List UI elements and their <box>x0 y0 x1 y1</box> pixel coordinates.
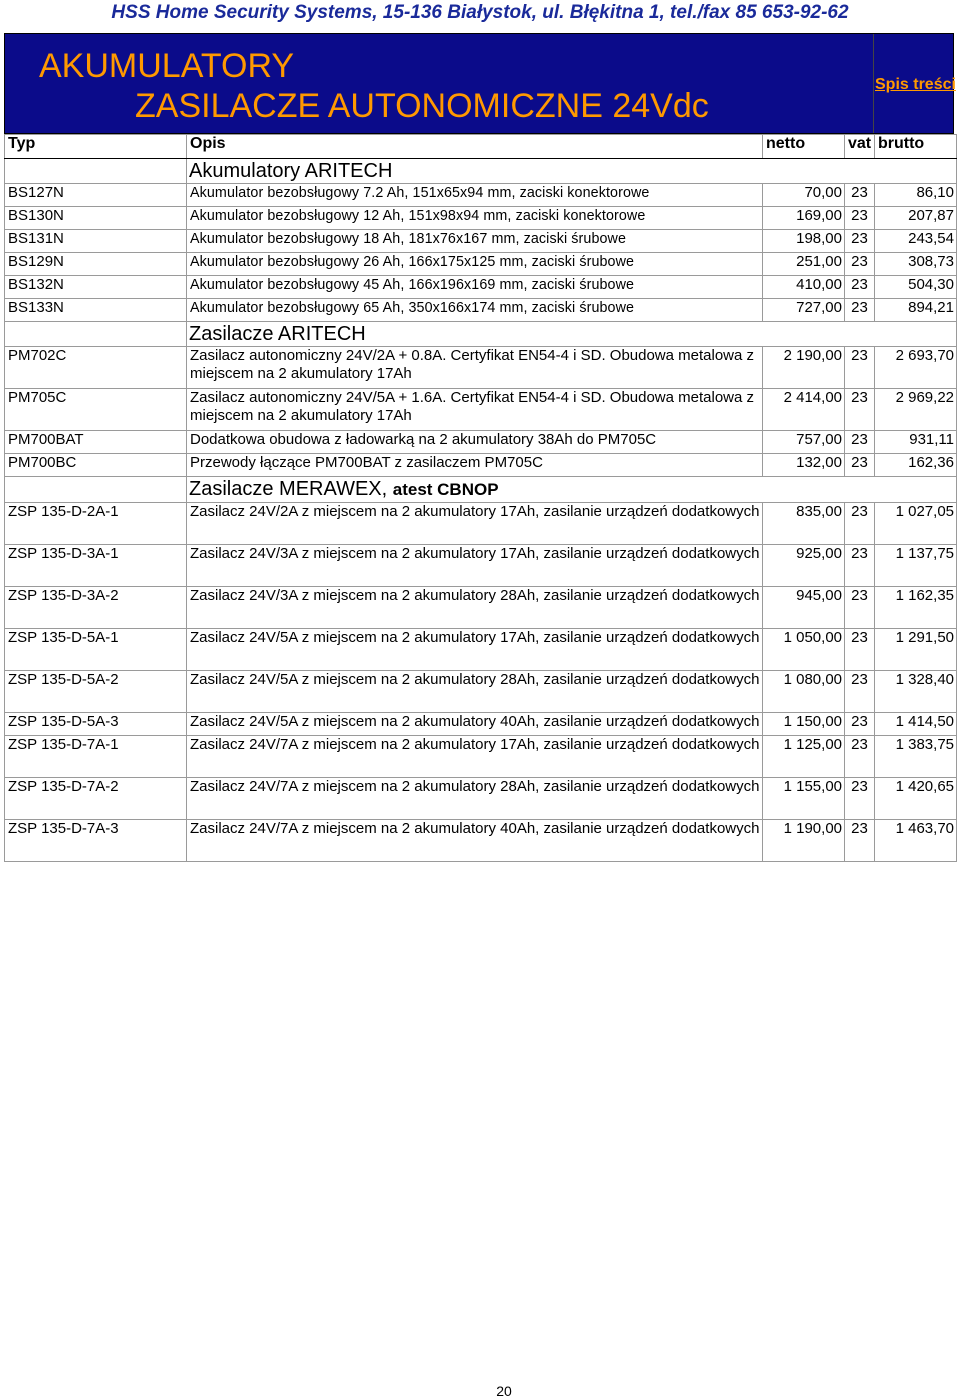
cell-brutto: 1 027,05 <box>875 503 957 545</box>
banner-title-line2: ZASILACZE AUTONOMICZNE 24Vdc <box>135 87 709 125</box>
cell-netto: 1 050,00 <box>763 629 845 671</box>
table-row <box>5 389 957 431</box>
banner-divider <box>873 34 874 133</box>
cell-vat: 23 <box>845 736 875 778</box>
cell-typ: BS132N <box>5 276 187 299</box>
cell-netto: 198,00 <box>763 230 845 253</box>
cell-vat: 23 <box>845 184 875 207</box>
cell-typ: ZSP 135-D-3A-1 <box>5 545 187 587</box>
cell-vat: 23 <box>845 207 875 230</box>
cell-vat: 23 <box>845 431 875 454</box>
cell-typ: PM702C <box>5 347 187 389</box>
cell-brutto: 894,21 <box>875 299 957 322</box>
table-row <box>5 253 957 276</box>
cell-netto: 1 150,00 <box>763 713 845 736</box>
cell-vat: 23 <box>845 230 875 253</box>
cell-typ: BS133N <box>5 299 187 322</box>
cell-opis: Zasilacz 24V/3A z miejscem na 2 akumulatory 28Ah, zasilanie urządzeń dodatkowych <box>187 587 763 629</box>
section-title <box>187 159 957 184</box>
col-header-opis: Opis <box>187 135 763 159</box>
table-row <box>5 230 957 253</box>
cell-typ: ZSP 135-D-7A-1 <box>5 736 187 778</box>
table-header-row <box>5 135 957 159</box>
cell-netto: 2 414,00 <box>763 389 845 431</box>
table-row <box>5 778 957 820</box>
cell-brutto: 308,73 <box>875 253 957 276</box>
cell-vat: 23 <box>845 778 875 820</box>
cell-brutto: 207,87 <box>875 207 957 230</box>
cell-brutto: 1 291,50 <box>875 629 957 671</box>
cell-vat: 23 <box>845 820 875 862</box>
cell-brutto: 1 137,75 <box>875 545 957 587</box>
col-header-vat: vat <box>845 135 875 159</box>
cell-brutto: 1 328,40 <box>875 671 957 713</box>
cell-typ: BS127N <box>5 184 187 207</box>
cell-opis: Akumulator bezobsługowy 7.2 Ah, 151x65x94 mm, zaciski konektorowe <box>187 184 763 207</box>
cell-opis: Akumulator bezobsługowy 26 Ah, 166x175x125 mm, zaciski śrubowe <box>187 253 763 276</box>
cell-opis: Zasilacz 24V/7A z miejscem na 2 akumulatory 28Ah, zasilanie urządzeń dodatkowych <box>187 778 763 820</box>
cell-brutto: 1 414,50 <box>875 713 957 736</box>
cell-netto: 1 080,00 <box>763 671 845 713</box>
cell-typ: PM700BAT <box>5 431 187 454</box>
cell-brutto: 1 463,70 <box>875 820 957 862</box>
table-row <box>5 207 957 230</box>
cell-opis: Zasilacz autonomiczny 24V/2A + 0.8A. Certyfikat EN54-4 i SD. Obudowa metalowa z miejscem na 2 akumulatory 17Ah <box>187 347 763 389</box>
cell-vat: 23 <box>845 347 875 389</box>
table-row <box>5 629 957 671</box>
cell-brutto: 1 383,75 <box>875 736 957 778</box>
cell-brutto: 243,54 <box>875 230 957 253</box>
cell-brutto: 1 162,35 <box>875 587 957 629</box>
cell-netto: 1 125,00 <box>763 736 845 778</box>
banner-title-line1: AKUMULATORY <box>39 47 295 85</box>
cell-netto: 70,00 <box>763 184 845 207</box>
cell-typ: ZSP 135-D-2A-1 <box>5 503 187 545</box>
cell-opis: Zasilacz 24V/7A z miejscem na 2 akumulatory 17Ah, zasilanie urządzeń dodatkowych <box>187 736 763 778</box>
cell-opis: Zasilacz autonomiczny 24V/5A + 1.6A. Certyfikat EN54-4 i SD. Obudowa metalowa z miejscem na 2 akumulatory 17Ah <box>187 389 763 431</box>
cell-netto: 835,00 <box>763 503 845 545</box>
section-title-text: Zasilacze ARITECH <box>189 323 366 345</box>
cell-vat: 23 <box>845 389 875 431</box>
cell-opis: Akumulator bezobsługowy 12 Ah, 151x98x94 mm, zaciski konektorowe <box>187 207 763 230</box>
section-title <box>187 322 957 347</box>
table-row <box>5 299 957 322</box>
table-row <box>5 347 957 389</box>
cell-typ: BS130N <box>5 207 187 230</box>
cell-vat: 23 <box>845 299 875 322</box>
cell-typ: PM700BC <box>5 454 187 477</box>
table-of-contents-link[interactable]: Spis treści <box>875 76 956 93</box>
section-header-spacer <box>5 322 187 347</box>
section-title-suffix: atest CBNOP <box>392 480 499 499</box>
cell-vat: 23 <box>845 713 875 736</box>
cell-netto: 169,00 <box>763 207 845 230</box>
cell-opis: Zasilacz 24V/5A z miejscem na 2 akumulatory 17Ah, zasilanie urządzeń dodatkowych <box>187 629 763 671</box>
cell-opis: Akumulator bezobsługowy 18 Ah, 181x76x167 mm, zaciski śrubowe <box>187 230 763 253</box>
cell-netto: 410,00 <box>763 276 845 299</box>
cell-vat: 23 <box>845 503 875 545</box>
table-row <box>5 431 957 454</box>
cell-typ: ZSP 135-D-7A-2 <box>5 778 187 820</box>
cell-typ: ZSP 135-D-5A-1 <box>5 629 187 671</box>
cell-typ: ZSP 135-D-5A-2 <box>5 671 187 713</box>
cell-vat: 23 <box>845 671 875 713</box>
cell-vat: 23 <box>845 276 875 299</box>
cell-brutto: 504,30 <box>875 276 957 299</box>
company-header: HSS Home Security Systems, 15-136 Białystok, ul. Błękitna 1, tel./fax 85 653-92-62 <box>111 2 849 23</box>
table-row <box>5 587 957 629</box>
cell-vat: 23 <box>845 629 875 671</box>
section-title-text: Akumulatory ARITECH <box>189 160 393 182</box>
cell-opis: Przewody łączące PM700BAT z zasilaczem PM705C <box>187 454 763 477</box>
cell-brutto: 1 420,65 <box>875 778 957 820</box>
page-number: 20 <box>496 1383 512 1399</box>
cell-opis: Akumulator bezobsługowy 65 Ah, 350x166x174 mm, zaciski śrubowe <box>187 299 763 322</box>
cell-opis: Zasilacz 24V/2A z miejscem na 2 akumulatory 17Ah, zasilanie urządzeń dodatkowych <box>187 503 763 545</box>
cell-netto: 757,00 <box>763 431 845 454</box>
table-row <box>5 713 957 736</box>
section-header-spacer <box>5 477 187 503</box>
cell-opis: Dodatkowa obudowa z ładowarką na 2 akumulatory 38Ah do PM705C <box>187 431 763 454</box>
table-row <box>5 671 957 713</box>
section-header-row <box>5 322 957 347</box>
cell-typ: ZSP 135-D-3A-2 <box>5 587 187 629</box>
section-header-row <box>5 159 957 184</box>
table-row <box>5 820 957 862</box>
cell-opis: Zasilacz 24V/3A z miejscem na 2 akumulatory 17Ah, zasilanie urządzeń dodatkowych <box>187 545 763 587</box>
cell-vat: 23 <box>845 253 875 276</box>
cell-netto: 251,00 <box>763 253 845 276</box>
cell-netto: 925,00 <box>763 545 845 587</box>
cell-typ: ZSP 135-D-7A-3 <box>5 820 187 862</box>
cell-netto: 132,00 <box>763 454 845 477</box>
table-row <box>5 503 957 545</box>
cell-typ: BS129N <box>5 253 187 276</box>
cell-brutto: 86,10 <box>875 184 957 207</box>
table-row <box>5 736 957 778</box>
cell-netto: 727,00 <box>763 299 845 322</box>
cell-brutto: 2 693,70 <box>875 347 957 389</box>
table-row <box>5 184 957 207</box>
cell-vat: 23 <box>845 587 875 629</box>
cell-netto: 2 190,00 <box>763 347 845 389</box>
table-row <box>5 454 957 477</box>
cell-typ: ZSP 135-D-5A-3 <box>5 713 187 736</box>
price-table <box>4 134 957 862</box>
cell-opis: Zasilacz 24V/7A z miejscem na 2 akumulatory 40Ah, zasilanie urządzeń dodatkowych <box>187 820 763 862</box>
cell-netto: 1 190,00 <box>763 820 845 862</box>
cell-opis: Akumulator bezobsługowy 45 Ah, 166x196x169 mm, zaciski śrubowe <box>187 276 763 299</box>
col-header-netto: netto <box>763 135 845 159</box>
cell-vat: 23 <box>845 454 875 477</box>
cell-netto: 1 155,00 <box>763 778 845 820</box>
section-header-row <box>5 477 957 503</box>
cell-typ: PM705C <box>5 389 187 431</box>
col-header-typ: Typ <box>5 135 187 159</box>
table-row <box>5 545 957 587</box>
cell-brutto: 162,36 <box>875 454 957 477</box>
col-header-brutto: brutto <box>875 135 957 159</box>
section-header-spacer <box>5 159 187 184</box>
cell-netto: 945,00 <box>763 587 845 629</box>
title-banner <box>4 33 954 134</box>
cell-brutto: 931,11 <box>875 431 957 454</box>
cell-opis: Zasilacz 24V/5A z miejscem na 2 akumulatory 40Ah, zasilanie urządzeń dodatkowych <box>187 713 763 736</box>
section-title <box>187 477 957 503</box>
section-title-text: Zasilacze MERAWEX, <box>189 478 388 500</box>
cell-brutto: 2 969,22 <box>875 389 957 431</box>
cell-vat: 23 <box>845 545 875 587</box>
cell-typ: BS131N <box>5 230 187 253</box>
table-row <box>5 276 957 299</box>
cell-opis: Zasilacz 24V/5A z miejscem na 2 akumulatory 28Ah, zasilanie urządzeń dodatkowych <box>187 671 763 713</box>
